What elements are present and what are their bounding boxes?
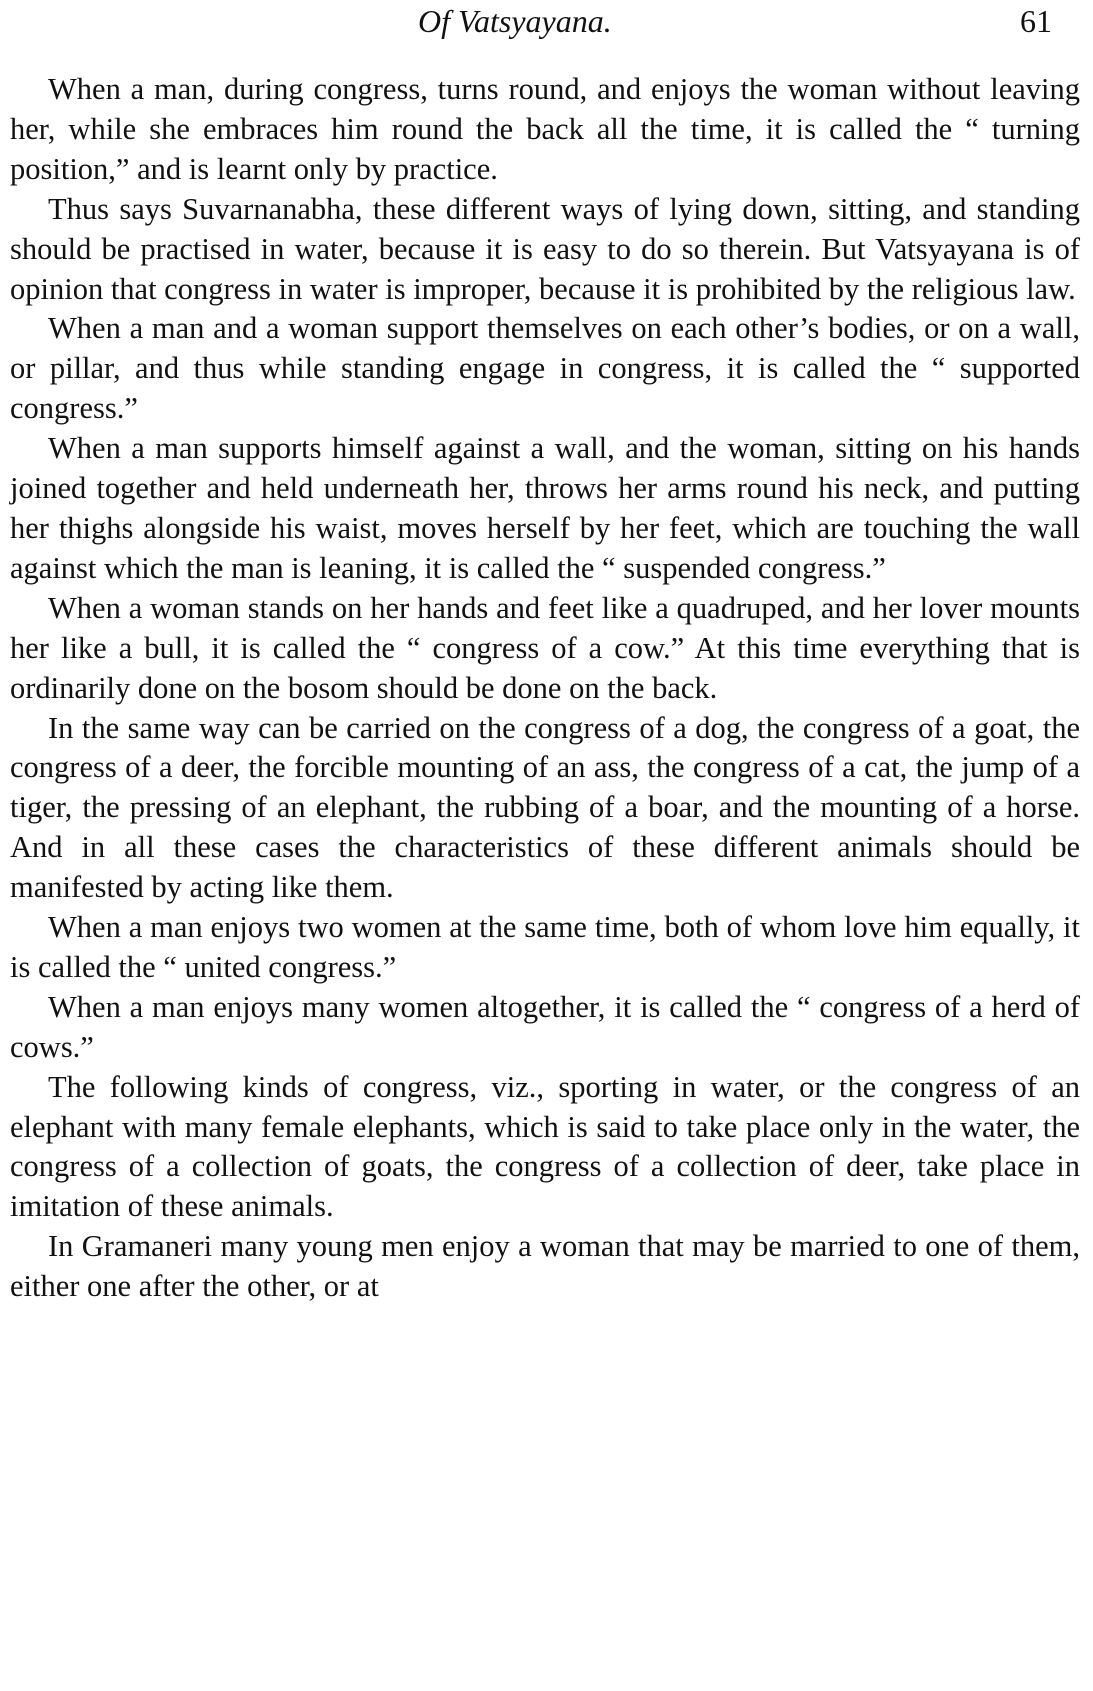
paragraph: In the same way can be carried on the congress of a dog, the congress of a goat, the congress of a deer, the forcible mounting of an ass, the congress of a cat, the jump of a tiger, the pressing of an elephant, the rubbing of a boar, and the mounting of a horse. And in all these cases the characteristics of these different animals should be manifested by acting like them. bbox=[10, 710, 1080, 905]
running-title: Of Vatsyayana. bbox=[418, 3, 612, 39]
paragraph: When a man and a woman support themselves on each other’s bodies, or on a wall, or pillar, and thus while standing engage in congress, it is called the “ supported congress.” bbox=[10, 311, 1080, 426]
body-text bbox=[10, 70, 1080, 1307]
paragraph: In Gramaneri many young men enjoy a woman that may be married to one of them, either one after the other, or at bbox=[10, 1229, 1080, 1304]
paragraph: The following kinds of congress, viz., sporting in water, or the congress of an elephant with many female elephants, which is said to take place only in the water, the congress of a collection of goats, the congress of a collection of deer, take place in imitation of these animals. bbox=[10, 1069, 1080, 1224]
page-number: 61 bbox=[1020, 3, 1052, 39]
paragraph: When a woman stands on her hands and feet like a quadruped, and her lover mounts her like a bull, it is called the “ congress of a cow.” At this time everything that is ordinarily done on the bosom should be done on the back. bbox=[10, 590, 1080, 705]
paragraph: When a man supports himself against a wall, and the woman, sitting on his hands joined together and held underneath her, throws her arms round his neck, and putting her thighs alongside his waist, moves herself by her feet, which are touching the wall against which the man is leaning, it is called the “ suspended congress.” bbox=[10, 431, 1080, 585]
paragraph: Thus says Suvarnanabha, these different ways of lying down, sitting, and standing should be practised in water, because it is easy to do so therein. But Vatsyayana is of opinion that congress in water is improper, because it is prohibited by the religious law. bbox=[10, 191, 1080, 306]
page-header bbox=[0, 0, 1093, 52]
paragraph: When a man enjoys two women at the same time, both of whom love him equally, it is called the “ united congress.” bbox=[10, 910, 1080, 984]
paragraph: When a man enjoys many women altogether, it is called the “ congress of a herd of cows.” bbox=[10, 989, 1080, 1064]
paragraph: When a man, during congress, turns round, and enjoys the woman without leaving her, while she embraces him round the back all the time, it is called the “ turning position,” and is learnt only by practice. bbox=[10, 72, 1080, 186]
